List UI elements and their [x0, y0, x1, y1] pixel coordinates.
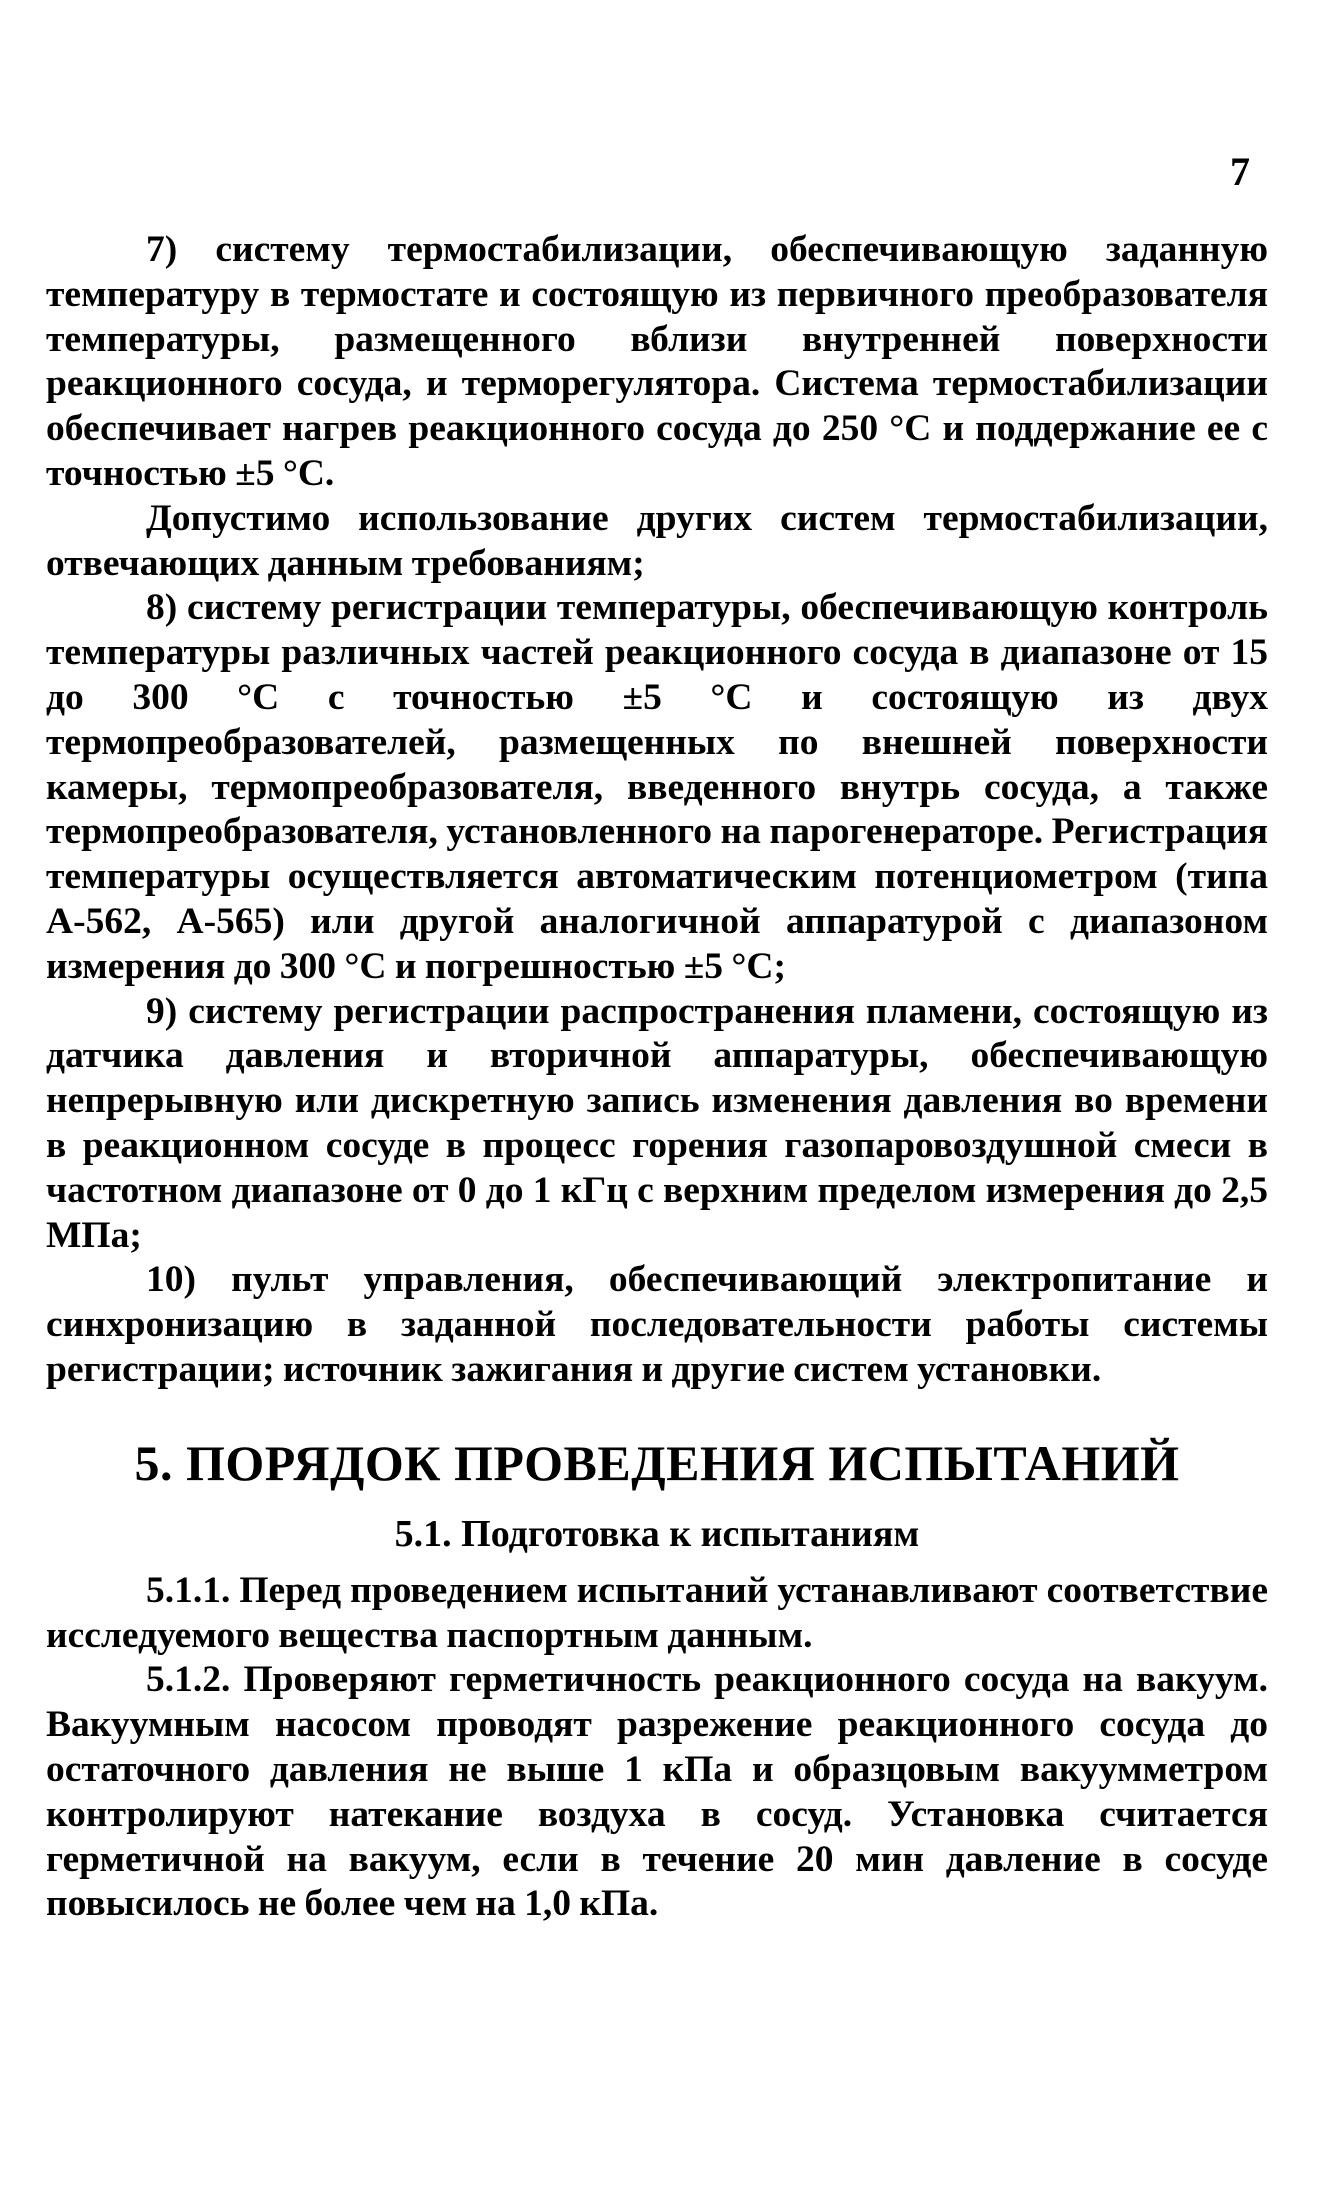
paragraph-item-7: 7) систему термостабилизации, обеспечивающую заданную температуру в термостате и состоящую из первичного преобразователя температуры, размещенного вблизи внутренней поверхности реакционного сосуда, и терморегулятора. Система термостабилизации обеспечивает нагрев реакционного сосуда до 250 °С и поддержание ее с точностью ±5 °С. [46, 229, 1268, 494]
subsection-heading: 5.1. Подготовка к испытаниям [394, 1512, 920, 1555]
paragraph-5-1-2: 5.1.2. Проверяют герметичность реакционного сосуда на вакуум. Вакуумным насосом проводят разрежение реакционного сосуда до остаточного давления не выше 1 кПа и образцовым вакуумметром контролируют натекание воздуха в сосуд. Установка считается герметичной на вакуум, если в течение 20 мин давление в сосуде повысилось не более чем на 1,0 кПа. [46, 1659, 1268, 1925]
text-column [46, 228, 1268, 1927]
paragraph-item-8: 8) систему регистрации температуры, обеспечивающую контроль температуры различных частей реакционного сосуда в диапазоне от 15 до 300 °С с точностью ±5 °С и состоящую из двух термопреобразователей, размещенных по внешней поверхности камеры, термопреобразователя, введенного внутрь сосуда, а также термопреобразователя, установленного на парогенераторе. Регистрация температуры осуществляется автоматическим потенциометром (типа А-562, А-565) или другой аналогичной аппаратурой с диапазоном измерения до 300 °С и погрешностью ±5 °С; [46, 587, 1268, 987]
section-heading: 5. ПОРЯДОК ПРОВЕДЕНИЯ ИСПЫТАНИЙ [134, 1434, 1180, 1491]
paragraph-5-1-1: 5.1.1. Перед проведением испытаний устанавливают соответствие исследуемого вещества паспортным данным. [46, 1569, 1268, 1656]
paragraph-item-9: 9) систему регистрации распространения пламени, состоящую из датчика давления и вторичной аппаратуры, обеспечивающую непрерывную или дискретную запись изменения давления во времени в реакционном сосуде в процесс горения газопаровоздушной смеси в частотном диапазоне от 0 до 1 кГц с верхним пределом измерения до 2,5 МПа; [46, 990, 1268, 1256]
page-number: 7 [1230, 149, 1250, 194]
paragraph-note: Допустимо использование других систем термостабилизации, отвечающих данным требованиям; [46, 497, 1268, 584]
paragraph-item-10: 10) пульт управления, обеспечивающий электропитание и синхронизацию в заданной последовательности работы системы регистрации; источник зажигания и другие систем установки. [46, 1259, 1268, 1390]
